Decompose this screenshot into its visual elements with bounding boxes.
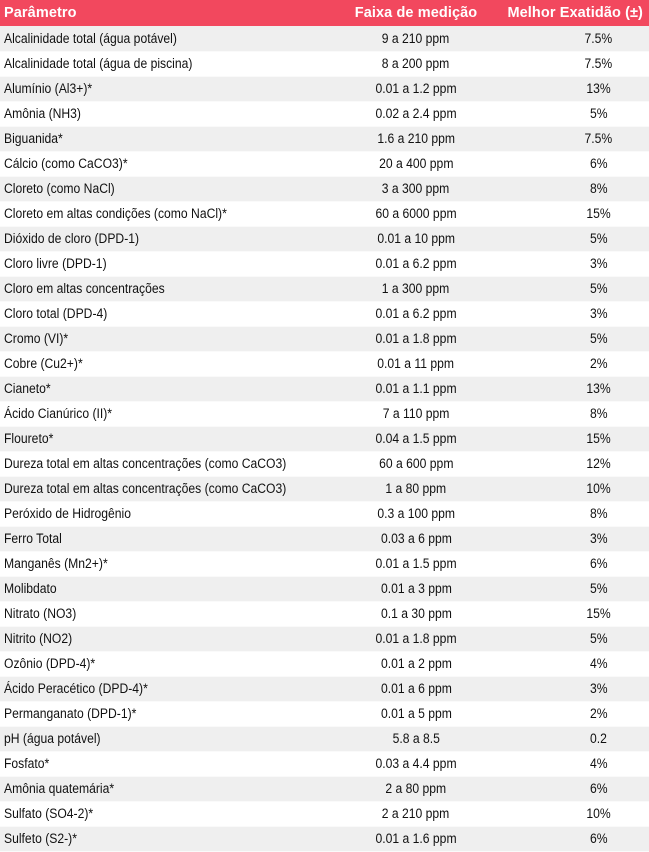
cell-range-text: 0.3 a 100 ppm bbox=[377, 506, 455, 521]
table-row bbox=[0, 451, 649, 476]
table-row bbox=[0, 476, 649, 501]
cell-range-text: 0.03 a 6 ppm bbox=[380, 531, 452, 546]
cell-parameter-text: Ferro Total bbox=[4, 531, 62, 546]
cell-parameter bbox=[0, 301, 340, 326]
table-row bbox=[0, 376, 649, 401]
cell-range-text: 7 a 110 ppm bbox=[382, 406, 450, 421]
cell-range bbox=[340, 551, 492, 576]
cell-parameter-text: Cloro livre (DPD-1) bbox=[4, 256, 107, 271]
cell-range-text: 1 a 300 ppm bbox=[382, 281, 450, 296]
table-row bbox=[0, 676, 649, 701]
cell-accuracy bbox=[492, 676, 649, 701]
cell-accuracy bbox=[492, 601, 649, 626]
cell-range bbox=[340, 476, 492, 501]
cell-parameter-text: Cianeto* bbox=[4, 381, 51, 396]
table-row bbox=[0, 501, 649, 526]
cell-accuracy bbox=[492, 101, 649, 126]
cell-range-text: 60 a 6000 ppm bbox=[375, 206, 457, 221]
cell-accuracy bbox=[492, 776, 649, 801]
cell-range-text: 0.01 a 11 ppm bbox=[377, 356, 455, 371]
cell-range-text: 3 a 300 ppm bbox=[382, 181, 450, 196]
cell-accuracy-text: 3% bbox=[589, 681, 608, 696]
table-row bbox=[0, 576, 649, 601]
cell-range-text: 0.03 a 4.4 ppm bbox=[375, 756, 457, 771]
cell-range bbox=[340, 176, 492, 201]
table-row bbox=[0, 101, 649, 126]
cell-accuracy-text: 15% bbox=[586, 606, 611, 621]
cell-accuracy-text: 5% bbox=[589, 231, 608, 246]
cell-accuracy bbox=[492, 51, 649, 76]
cell-accuracy bbox=[492, 151, 649, 176]
cell-accuracy-text: 2% bbox=[589, 706, 608, 721]
cell-range-text: 0.1 a 30 ppm bbox=[380, 606, 452, 621]
cell-accuracy-text: 5% bbox=[589, 281, 608, 296]
cell-range-text: 5.8 a 8.5 bbox=[392, 731, 440, 746]
cell-parameter bbox=[0, 476, 340, 501]
cell-range bbox=[340, 726, 492, 751]
cell-parameter bbox=[0, 26, 340, 51]
header-parameter: Parâmetro bbox=[0, 0, 340, 26]
cell-range bbox=[340, 451, 492, 476]
cell-parameter-text: Fosfato* bbox=[4, 756, 50, 771]
cell-accuracy bbox=[492, 826, 649, 851]
cell-range bbox=[340, 651, 492, 676]
table-row bbox=[0, 251, 649, 276]
cell-parameter-text: Cromo (VI)* bbox=[4, 331, 69, 346]
cell-range bbox=[340, 376, 492, 401]
cell-parameter-text: Floureto* bbox=[4, 431, 54, 446]
cell-parameter bbox=[0, 176, 340, 201]
cell-range-text: 1.6 a 210 ppm bbox=[377, 131, 455, 146]
cell-accuracy-text: 4% bbox=[589, 756, 608, 771]
cell-parameter-text: Cloreto em altas condições (como NaCl)* bbox=[4, 206, 227, 221]
cell-accuracy-text: 4% bbox=[589, 656, 608, 671]
cell-parameter bbox=[0, 226, 340, 251]
table-row bbox=[0, 126, 649, 151]
cell-parameter-text: Alcalinidade total (água potável) bbox=[4, 30, 177, 46]
cell-accuracy-text: 5% bbox=[589, 581, 608, 596]
cell-range-text: 0.01 a 1.2 ppm bbox=[375, 81, 457, 96]
table-body bbox=[0, 26, 649, 851]
cell-parameter-text: Ozônio (DPD-4)* bbox=[4, 656, 96, 671]
table-row bbox=[0, 801, 649, 826]
cell-accuracy-text: 3% bbox=[589, 531, 608, 546]
cell-accuracy-text: 6% bbox=[589, 556, 608, 571]
cell-accuracy-text: 2% bbox=[589, 356, 608, 371]
cell-parameter-text: Alcalinidade total (água de piscina) bbox=[4, 56, 193, 71]
table-row bbox=[0, 26, 649, 51]
cell-parameter bbox=[0, 51, 340, 76]
cell-accuracy bbox=[492, 176, 649, 201]
cell-parameter-text: pH (água potável) bbox=[4, 731, 101, 746]
cell-accuracy-text: 13% bbox=[586, 81, 611, 96]
cell-accuracy bbox=[492, 551, 649, 576]
cell-range-text: 0.01 a 1.6 ppm bbox=[375, 831, 457, 846]
cell-accuracy bbox=[492, 376, 649, 401]
cell-accuracy bbox=[492, 726, 649, 751]
cell-accuracy-text: 7.5% bbox=[584, 56, 613, 71]
cell-range bbox=[340, 126, 492, 151]
cell-accuracy bbox=[492, 651, 649, 676]
cell-parameter-text: Cálcio (como CaCO3)* bbox=[4, 156, 128, 171]
cell-range bbox=[340, 601, 492, 626]
cell-parameter bbox=[0, 376, 340, 401]
table-row bbox=[0, 151, 649, 176]
cell-accuracy-text: 8% bbox=[589, 406, 608, 421]
table-row bbox=[0, 326, 649, 351]
cell-accuracy bbox=[492, 351, 649, 376]
cell-parameter-text: Sulfeto (S2-)* bbox=[4, 831, 77, 846]
table-row bbox=[0, 826, 649, 851]
cell-range bbox=[340, 226, 492, 251]
cell-range-text: 0.04 a 1.5 ppm bbox=[375, 431, 457, 446]
header-row bbox=[0, 0, 649, 26]
table-row bbox=[0, 751, 649, 776]
cell-range bbox=[340, 801, 492, 826]
cell-range-text: 0.01 a 10 ppm bbox=[377, 231, 455, 246]
cell-parameter-text: Amônia quatemária* bbox=[4, 781, 115, 796]
cell-parameter-text: Dióxido de cloro (DPD-1) bbox=[4, 231, 140, 246]
cell-accuracy bbox=[492, 226, 649, 251]
cell-parameter-text: Ácido Cianúrico (II)* bbox=[4, 406, 113, 421]
cell-range bbox=[340, 51, 492, 76]
cell-accuracy bbox=[492, 701, 649, 726]
table-row bbox=[0, 201, 649, 226]
cell-accuracy bbox=[492, 476, 649, 501]
cell-accuracy bbox=[492, 26, 649, 51]
cell-parameter-text: Cloro em altas concentrações bbox=[4, 281, 165, 296]
cell-parameter-text: Biguanida* bbox=[4, 131, 63, 146]
cell-accuracy bbox=[492, 526, 649, 551]
cell-parameter-text: Nitrato (NO3) bbox=[4, 606, 77, 621]
cell-parameter-text: Nitrito (NO2) bbox=[4, 631, 73, 646]
table-row bbox=[0, 651, 649, 676]
cell-accuracy-text: 10% bbox=[586, 481, 611, 496]
cell-parameter-text: Alumínio (Al3+)* bbox=[4, 81, 93, 96]
cell-parameter bbox=[0, 201, 340, 226]
cell-parameter-text: Peróxido de Hidrogênio bbox=[4, 506, 131, 521]
cell-accuracy-text: 6% bbox=[589, 156, 608, 171]
cell-parameter bbox=[0, 676, 340, 701]
table-row bbox=[0, 726, 649, 751]
cell-accuracy bbox=[492, 126, 649, 151]
cell-range bbox=[340, 251, 492, 276]
cell-parameter bbox=[0, 751, 340, 776]
table-row bbox=[0, 551, 649, 576]
cell-parameter bbox=[0, 701, 340, 726]
header-range: Faixa de medição bbox=[340, 0, 492, 26]
cell-parameter-text: Amônia (NH3) bbox=[4, 106, 81, 121]
cell-parameter-text: Dureza total em altas concentrações (como CaCO3) bbox=[4, 481, 287, 496]
cell-range bbox=[340, 201, 492, 226]
cell-parameter bbox=[0, 651, 340, 676]
cell-parameter bbox=[0, 526, 340, 551]
cell-accuracy-text: 3% bbox=[589, 306, 608, 321]
cell-parameter bbox=[0, 776, 340, 801]
table-row bbox=[0, 526, 649, 551]
cell-range bbox=[340, 26, 492, 51]
cell-accuracy-text: 7.5% bbox=[584, 131, 613, 146]
cell-parameter bbox=[0, 726, 340, 751]
cell-range-text: 2 a 210 ppm bbox=[382, 806, 450, 821]
cell-accuracy bbox=[492, 251, 649, 276]
cell-range-text: 0.01 a 1.8 ppm bbox=[375, 631, 457, 646]
cell-range bbox=[340, 326, 492, 351]
cell-range-text: 9 a 210 ppm bbox=[382, 30, 450, 46]
cell-parameter bbox=[0, 451, 340, 476]
cell-range bbox=[340, 751, 492, 776]
cell-parameter-text: Cobre (Cu2+)* bbox=[4, 356, 83, 371]
cell-range bbox=[340, 351, 492, 376]
cell-accuracy bbox=[492, 576, 649, 601]
cell-range-text: 0.01 a 3 ppm bbox=[380, 581, 452, 596]
cell-accuracy-text: 13% bbox=[586, 381, 611, 396]
cell-range bbox=[340, 101, 492, 126]
table-header bbox=[0, 0, 649, 26]
cell-range-text: 20 a 400 ppm bbox=[378, 156, 454, 171]
cell-range-text: 0.01 a 1.5 ppm bbox=[375, 556, 457, 571]
cell-parameter bbox=[0, 326, 340, 351]
cell-parameter bbox=[0, 126, 340, 151]
cell-range-text: 8 a 200 ppm bbox=[382, 56, 450, 71]
cell-accuracy bbox=[492, 626, 649, 651]
table-row bbox=[0, 226, 649, 251]
cell-parameter bbox=[0, 551, 340, 576]
cell-range bbox=[340, 626, 492, 651]
cell-parameter bbox=[0, 501, 340, 526]
cell-accuracy bbox=[492, 801, 649, 826]
cell-range bbox=[340, 676, 492, 701]
cell-range-text: 0.02 a 2.4 ppm bbox=[375, 106, 457, 121]
cell-accuracy-text: 8% bbox=[589, 181, 608, 196]
cell-accuracy bbox=[492, 276, 649, 301]
table-row bbox=[0, 51, 649, 76]
cell-accuracy-text: 5% bbox=[589, 631, 608, 646]
cell-range bbox=[340, 76, 492, 101]
cell-parameter-text: Molibdato bbox=[4, 581, 57, 596]
cell-parameter bbox=[0, 251, 340, 276]
cell-accuracy bbox=[492, 301, 649, 326]
table-row bbox=[0, 401, 649, 426]
cell-range-text: 0.01 a 1.1 ppm bbox=[375, 381, 457, 396]
cell-range bbox=[340, 826, 492, 851]
cell-accuracy-text: 5% bbox=[589, 331, 608, 346]
cell-accuracy-text: 15% bbox=[586, 206, 611, 221]
cell-accuracy bbox=[492, 401, 649, 426]
cell-accuracy-text: 0.2 bbox=[590, 731, 607, 746]
cell-range bbox=[340, 151, 492, 176]
cell-range bbox=[340, 301, 492, 326]
cell-accuracy bbox=[492, 76, 649, 101]
cell-accuracy bbox=[492, 501, 649, 526]
cell-range bbox=[340, 701, 492, 726]
cell-parameter bbox=[0, 601, 340, 626]
cell-parameter-text: Dureza total em altas concentrações (como CaCO3) bbox=[4, 456, 287, 471]
cell-range-text: 0.01 a 6.2 ppm bbox=[375, 306, 457, 321]
cell-range-text: 0.01 a 1.8 ppm bbox=[375, 331, 457, 346]
table-row bbox=[0, 426, 649, 451]
table-row bbox=[0, 176, 649, 201]
cell-accuracy-text: 12% bbox=[586, 456, 611, 471]
cell-range-text: 0.01 a 5 ppm bbox=[380, 706, 452, 721]
cell-accuracy bbox=[492, 326, 649, 351]
cell-parameter bbox=[0, 626, 340, 651]
cell-parameter bbox=[0, 801, 340, 826]
cell-parameter bbox=[0, 151, 340, 176]
cell-accuracy bbox=[492, 201, 649, 226]
cell-accuracy-text: 5% bbox=[589, 106, 608, 121]
cell-parameter bbox=[0, 401, 340, 426]
table-row bbox=[0, 776, 649, 801]
cell-range-text: 2 a 80 ppm bbox=[385, 781, 447, 796]
cell-accuracy bbox=[492, 426, 649, 451]
cell-parameter-text: Ácido Peracético (DPD-4)* bbox=[4, 681, 148, 696]
cell-range-text: 0.01 a 2 ppm bbox=[380, 656, 452, 671]
cell-range bbox=[340, 426, 492, 451]
cell-parameter bbox=[0, 826, 340, 851]
cell-accuracy-text: 6% bbox=[589, 781, 608, 796]
cell-range bbox=[340, 276, 492, 301]
header-accuracy: Melhor Exatidão (±) bbox=[492, 0, 649, 26]
cell-accuracy-text: 10% bbox=[586, 806, 611, 821]
cell-accuracy-text: 7.5% bbox=[584, 30, 613, 46]
cell-range-text: 0.01 a 6.2 ppm bbox=[375, 256, 457, 271]
cell-range bbox=[340, 526, 492, 551]
cell-range-text: 60 a 600 ppm bbox=[378, 456, 454, 471]
table-row bbox=[0, 351, 649, 376]
table-row bbox=[0, 276, 649, 301]
cell-parameter bbox=[0, 101, 340, 126]
cell-range bbox=[340, 401, 492, 426]
cell-parameter-text: Cloreto (como NaCl) bbox=[4, 181, 115, 196]
table-row bbox=[0, 701, 649, 726]
cell-parameter bbox=[0, 276, 340, 301]
cell-parameter-text: Manganês (Mn2+)* bbox=[4, 556, 108, 571]
cell-accuracy-text: 15% bbox=[586, 431, 611, 446]
table-row bbox=[0, 301, 649, 326]
table-row bbox=[0, 626, 649, 651]
cell-parameter bbox=[0, 76, 340, 101]
table-row bbox=[0, 601, 649, 626]
cell-parameter-text: Sulfato (SO4-2)* bbox=[4, 806, 94, 821]
cell-accuracy bbox=[492, 451, 649, 476]
cell-accuracy-text: 3% bbox=[589, 256, 608, 271]
cell-parameter-text: Cloro total (DPD-4) bbox=[4, 306, 108, 321]
cell-range bbox=[340, 576, 492, 601]
cell-parameter bbox=[0, 576, 340, 601]
cell-range-text: 0.01 a 6 ppm bbox=[380, 681, 452, 696]
cell-accuracy-text: 8% bbox=[589, 506, 608, 521]
cell-parameter bbox=[0, 351, 340, 376]
cell-range bbox=[340, 501, 492, 526]
cell-accuracy bbox=[492, 751, 649, 776]
cell-range-text: 1 a 80 ppm bbox=[385, 481, 447, 496]
cell-range bbox=[340, 776, 492, 801]
cell-parameter-text: Permanganato (DPD-1)* bbox=[4, 706, 137, 721]
cell-parameter bbox=[0, 426, 340, 451]
cell-accuracy-text: 6% bbox=[589, 831, 608, 846]
table-row bbox=[0, 76, 649, 101]
